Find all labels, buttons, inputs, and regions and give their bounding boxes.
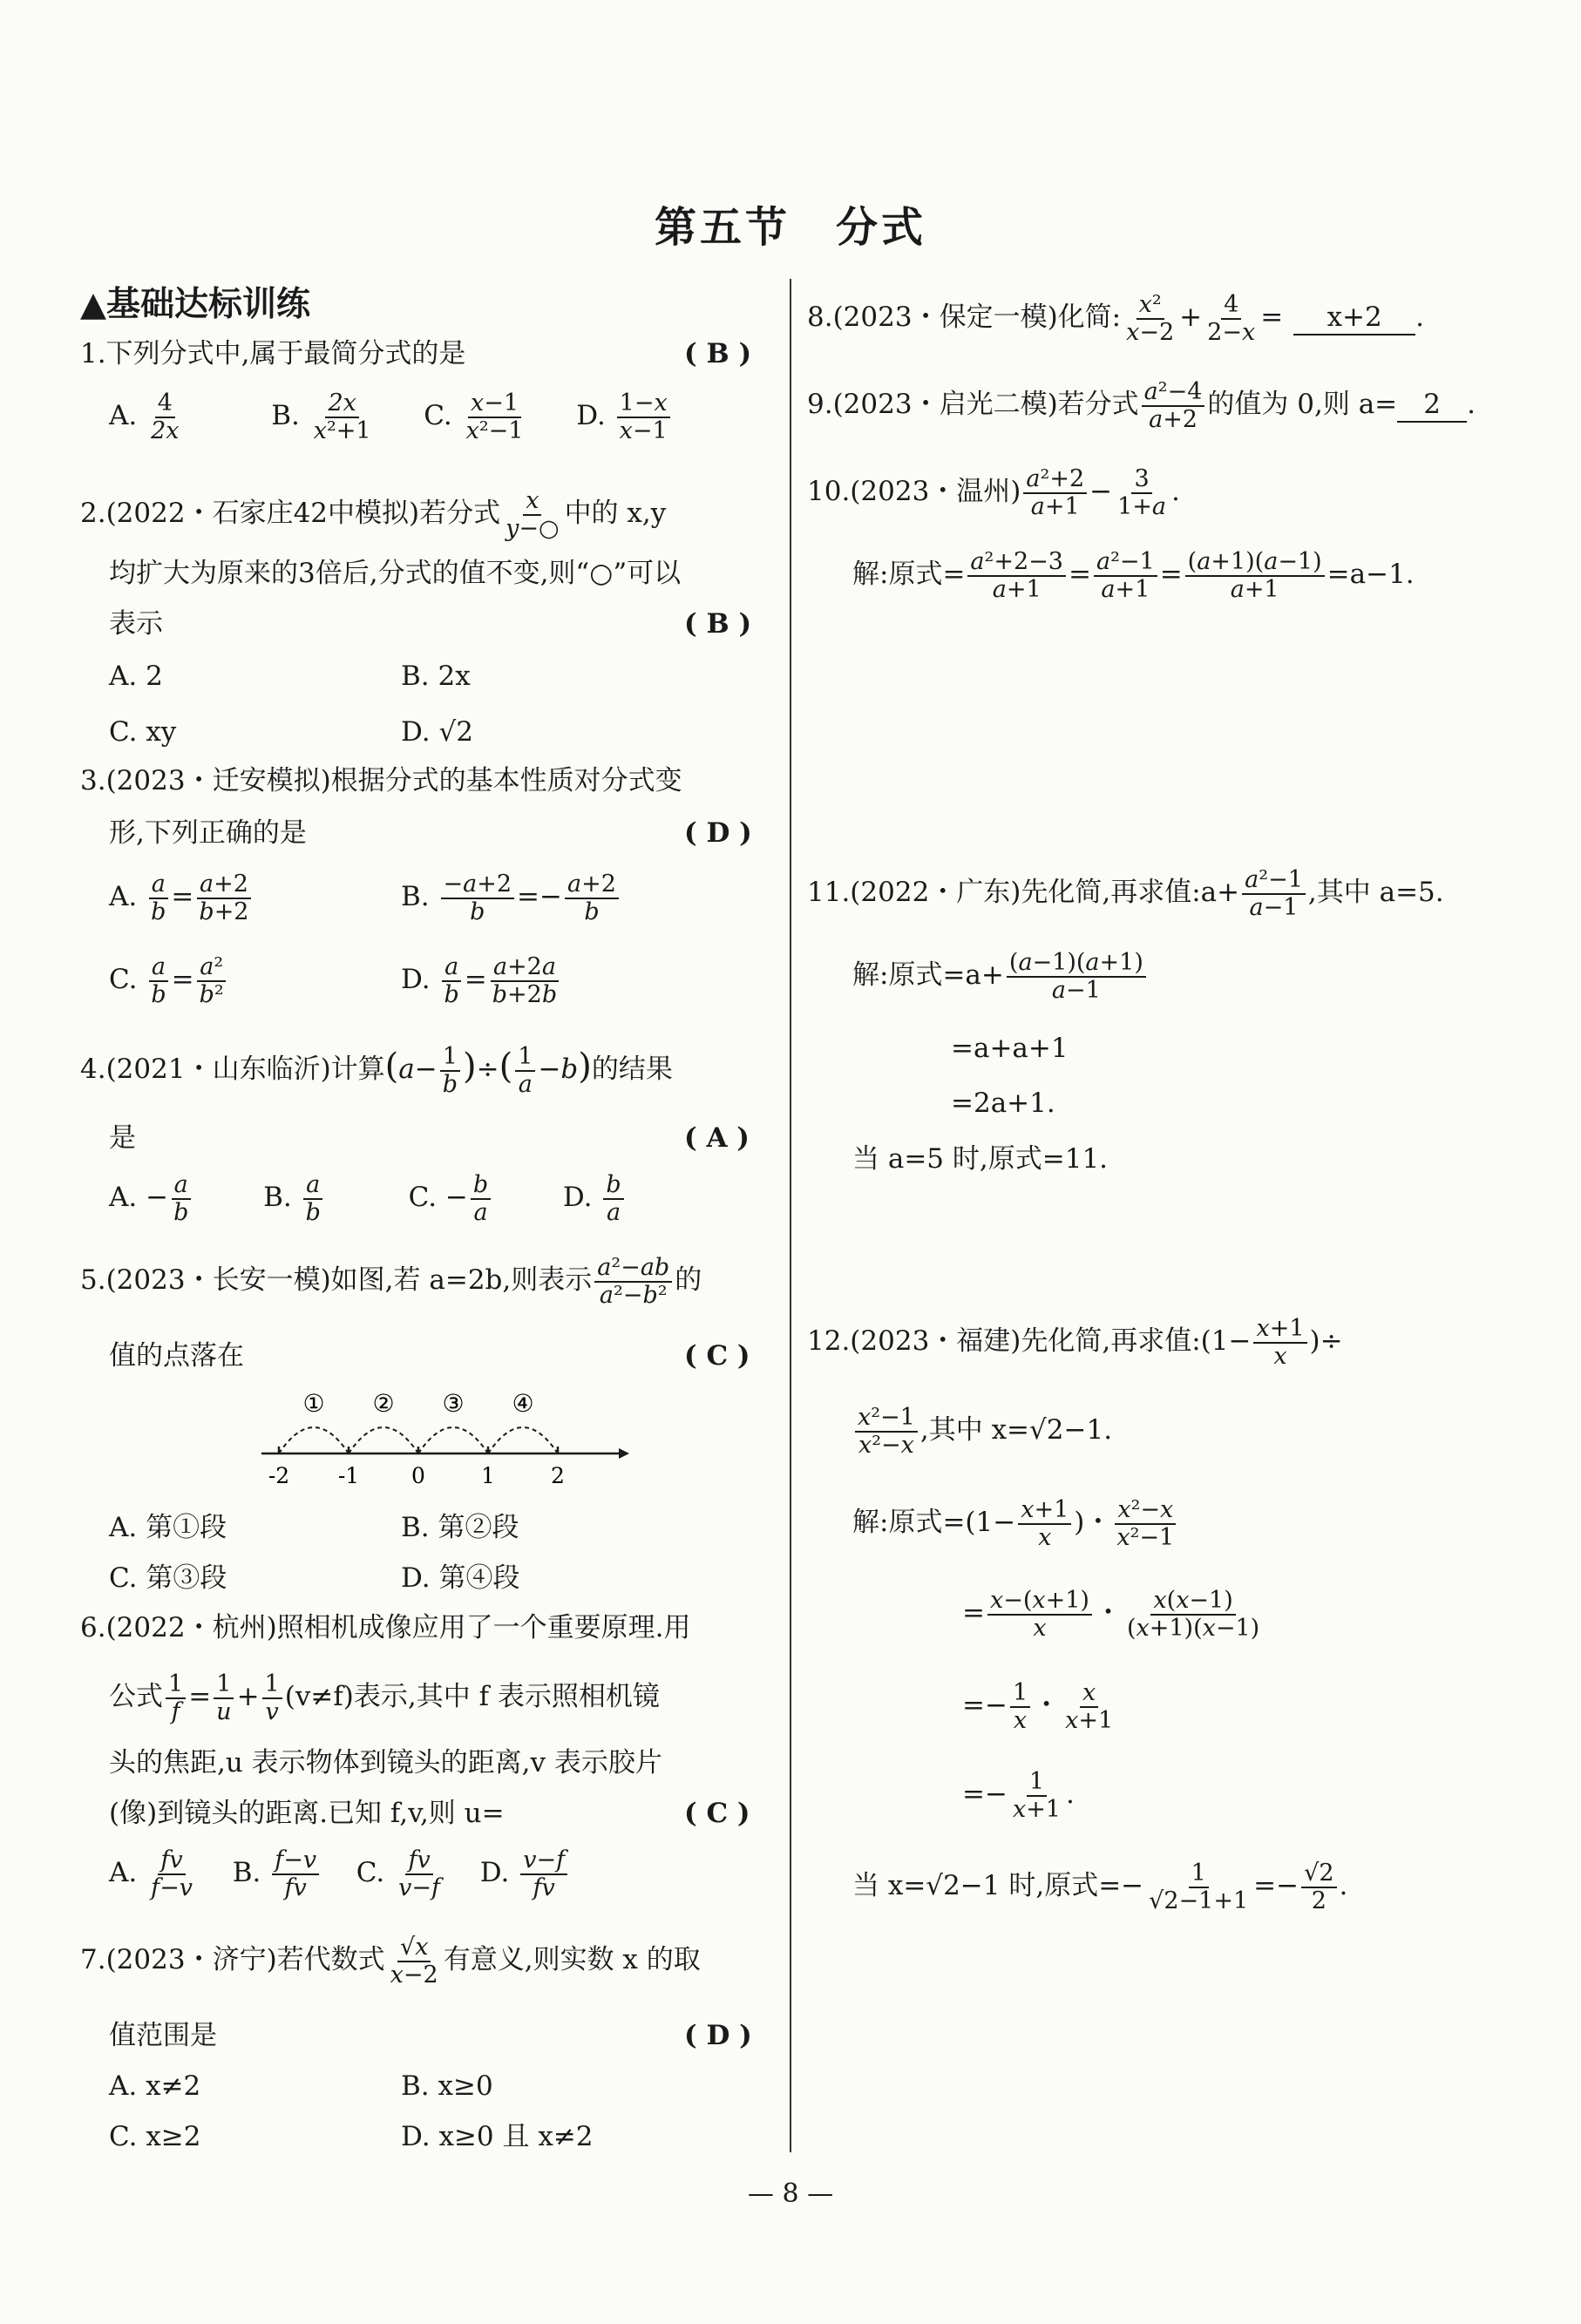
q11-sol-prefix: 解:原式=a+ — [852, 959, 1004, 992]
q11-stem: 11.(2022・广东)先化简,再求值:a+ $\frac{\text{a²−1}}{a-1}$ ,其中 a=5. — [807, 866, 1444, 921]
tick-label: -2 — [268, 1463, 290, 1488]
q12-s5-mid: =− — [1253, 1870, 1299, 1902]
q2-stem-b: 中的 x,y — [564, 498, 667, 530]
segment-label: ② — [372, 1389, 395, 1418]
segment-label: ③ — [442, 1389, 465, 1418]
q2-answer: ( B ) — [684, 608, 752, 640]
q5-stem-end: 的 — [675, 1264, 702, 1297]
q5-line2: 值的点落在 — [109, 1340, 244, 1372]
q1-options: A. $\frac{4}{2x}$ B. $\frac{2x}{\text{x²+1}}$ C. $\frac{x-1}{\text{x²−1}}$ D. $\frac{1-x}{x-1}$ — [109, 390, 673, 444]
q10-sol-prefix: 解:原式= — [852, 559, 966, 591]
q5-answer: ( C ) — [684, 1340, 750, 1372]
segment-arc — [488, 1427, 558, 1453]
tick-label: 2 — [551, 1463, 565, 1488]
section-heading: ▲基础达标训练 — [80, 285, 310, 324]
q12-sol-line4: =− $\frac{1}{x+1}$ . — [962, 1768, 1075, 1823]
q6-line1: 6.(2022・杭州)照相机成像应用了一个重要原理.用 — [80, 1612, 691, 1643]
q7-option-a: A. x≠2 — [109, 2070, 201, 2102]
q12-stem-text: 12.(2023・福建)先化简,再求值:(1− — [807, 1325, 1252, 1358]
q6-line3: 头的焦距,u 表示物体到镜头的距离,v 表示胶片 — [109, 1747, 662, 1779]
tick-label: -1 — [337, 1463, 360, 1488]
q12-sol-line3: =− $\frac{1}{x}$ ・ $\frac{x}{x+1}$ — [962, 1679, 1114, 1734]
q2-option-b: B. 2x — [401, 661, 471, 692]
q12-s3-mid: ・ — [1033, 1690, 1061, 1722]
tick-label: 0 — [411, 1463, 425, 1488]
q6-answer: ( C ) — [684, 1798, 750, 1829]
q12-sol-mid: )・ — [1074, 1507, 1112, 1539]
q7-option-c: C. x≥2 — [109, 2121, 201, 2152]
q7-stem: 7.(2023・济宁)若代数式 $\frac{√x}{x-2}$ 有意义,则实数 x 的取 — [80, 1934, 701, 1989]
q12-s2-mid: ・ — [1094, 1597, 1122, 1630]
segment-arc — [349, 1427, 418, 1453]
q3-option-b: B. $\frac{-a+2}{b}$ =− $\frac{a+2}{b}$ — [401, 871, 621, 925]
q12-line2-end: ,其中 x=√2−1. — [919, 1414, 1113, 1447]
q4-stem-end: 的结果 — [591, 1054, 673, 1086]
q12-sol-line5: 当 x=√2−1 时,原式=− $\frac{1}{√2-1+1}$ =− $\frac{√2}{2}$ . — [852, 1860, 1348, 1914]
q3-line1: 3.(2023・迁安模拟)根据分式的基本性质对分式变 — [80, 765, 682, 796]
q10-solution: 解:原式= $\frac{\text{a²+2−3}}{a+1}$ = $\frac{\text{a²−1}}{a+1}$ = $\frac{(a+1)(a-1)}{a+1}$ =a−1. — [852, 548, 1415, 603]
q8-stem: 8.(2023・保定一模)化简: $\frac{\text{x²}}{x-2}$ + $\frac{4}{2-x}$ = x+2 . — [807, 291, 1425, 346]
q4-answer: ( A ) — [684, 1122, 750, 1154]
q11-sol-line1: 解:原式=a+ $\frac{(a-1)(a+1)}{a-1}$ — [852, 950, 1149, 1003]
right-column — [790, 0, 1581, 2324]
q6-line4: (像)到镜头的距离.已知 f,v,则 u= — [109, 1798, 505, 1829]
number-line-figure — [253, 1386, 636, 1490]
q12-s5: 当 x=√2−1 时,原式=− — [852, 1870, 1144, 1902]
q5-option-d: D. 第④段 — [401, 1562, 520, 1594]
q12-s3: =− — [962, 1690, 1008, 1722]
q4-stem-text: 4.(2021・山东临沂)计算 — [80, 1054, 385, 1086]
q12-line2: $\frac{\text{x²−1}}{\text{x²−x}}$ ,其中 x=√2−1. — [852, 1405, 1112, 1458]
q6-line2: 公式 $\frac{1}{f}$ = $\frac{1}{u}$ + $\frac{1}{v}$ (v≠f)表示,其中 f 表示照相机镜 — [109, 1670, 660, 1725]
q12-sol-prefix: 解:原式=(1− — [852, 1507, 1016, 1539]
q12-stem: 12.(2023・福建)先化简,再求值:(1− $\frac{x+1}{x}$ )÷ — [807, 1315, 1343, 1370]
q5-option-a: A. 第①段 — [109, 1512, 227, 1543]
segment-arc — [279, 1427, 349, 1453]
page-number: — 8 — — [747, 2178, 834, 2209]
q6-line2-b: (v≠f)表示,其中 f 表示照相机镜 — [284, 1681, 660, 1713]
segment-label: ④ — [512, 1389, 534, 1418]
q11-sol-line2: =a+a+1 — [951, 1033, 1069, 1064]
q9-stem-text: 9.(2023・启光二模)若分式 — [807, 389, 1139, 421]
q12-stem-end: )÷ — [1309, 1325, 1343, 1358]
segment-label: ① — [302, 1389, 325, 1418]
q5-option-b: B. 第②段 — [401, 1512, 519, 1543]
segment-arc — [418, 1427, 488, 1453]
q7-stem-text: 7.(2023・济宁)若代数式 — [80, 1944, 385, 1976]
q7-line2: 值范围是 — [109, 2020, 217, 2051]
q7-answer: ( D ) — [684, 2020, 752, 2051]
q3-line2: 形,下列正确的是 — [109, 817, 307, 849]
q3-option-a: A. $\frac{a}{b}$ = $\frac{a+2}{b+2}$ — [109, 871, 254, 925]
q5-option-c: C. 第③段 — [109, 1562, 227, 1594]
q2-line3: 表示 — [109, 608, 163, 640]
q1-stem: 1.下列分式中,属于最简分式的是 — [80, 338, 466, 369]
q2-line2: 均扩大为原来的3倍后,分式的值不变,则“○”可以 — [109, 558, 682, 589]
q2-option-a: A. 2 — [109, 661, 163, 692]
q10-stem-text: 10.(2023・温州) — [807, 476, 1021, 508]
q2-stem: 2.(2022・石家庄42中模拟)若分式 $\frac{x}{y-○}$ 中的 x,y — [80, 487, 667, 542]
q1-answer: ( B ) — [684, 338, 752, 369]
q2-stem-a: 2.(2022・石家庄42中模拟)若分式 — [80, 498, 501, 530]
q2-option-d: D. √2 — [401, 716, 473, 748]
q4-stem: 4.(2021・山东临沂)计算(a− $\frac{1}{b}$ )÷( $\frac{1}{a}$ −b)的结果 — [80, 1043, 673, 1098]
q6-line2-a: 公式 — [109, 1681, 163, 1713]
q9-answer-blank: 2 — [1397, 389, 1467, 423]
q11-stem-end: ,其中 a=5. — [1307, 877, 1444, 909]
q3-answer: ( D ) — [684, 817, 752, 849]
q5-stem: 5.(2023・长安一模)如图,若 a=2b,则表示 $\frac{\text{a²−ab}}{\text{a²−b²}}$ 的 — [80, 1254, 702, 1309]
left-column — [0, 0, 790, 2324]
q9-stem: 9.(2023・启光二模)若分式 $\frac{\text{a²−4}}{a+2}$ 的值为 0,则 a= 2 . — [807, 378, 1476, 433]
q2-option-c: C. xy — [109, 716, 177, 748]
q6-options: A. $\frac{fv}{f-v}$ B. $\frac{f-v}{fv}$ C. $\frac{fv}{v-f}$ D. $\frac{v-f}{fv}$ — [109, 1847, 570, 1901]
q11-sol-line4: 当 a=5 时,原式=11. — [852, 1143, 1109, 1175]
q7-option-d: D. x≥0 且 x≠2 — [401, 2121, 594, 2152]
q4-line2: 是 — [109, 1122, 136, 1154]
q4-options: A. − $\frac{a}{b}$ B. $\frac{a}{b}$ C. − $\frac{b}{a}$ D. $\frac{b}{a}$ — [109, 1172, 627, 1225]
q10-sol-end: =a−1. — [1327, 559, 1415, 591]
q12-s4: =− — [962, 1779, 1008, 1811]
q7-option-b: B. x≥0 — [401, 2070, 493, 2102]
q8-answer-blank: x+2 — [1293, 302, 1415, 335]
number-line-arrow — [619, 1448, 629, 1459]
q7-stem-end: 有意义,则实数 x 的取 — [443, 1944, 701, 1976]
tick-label: 1 — [481, 1463, 495, 1488]
q5-stem-text: 5.(2023・长安一模)如图,若 a=2b,则表示 — [80, 1264, 593, 1297]
q9-stem-end: 的值为 0,则 a= — [1207, 389, 1398, 421]
page-title: 第五节 分式 — [654, 203, 926, 252]
q10-stem: 10.(2023・温州) $\frac{\text{a²+2}}{a+1}$ − $\frac{3}{1+a}$ . — [807, 465, 1180, 520]
q8-stem-text: 8.(2023・保定一模)化简: — [807, 302, 1122, 334]
q12-sol-line2: = $\frac{x-(x+1)}{x}$ ・ $\frac{x(x-1)}{(x+1)(x-1)}$ — [962, 1587, 1260, 1642]
q11-sol-line3: =2a+1. — [951, 1087, 1055, 1119]
q11-stem-text: 11.(2022・广东)先化简,再求值:a+ — [807, 877, 1240, 909]
q3-option-c: C. $\frac{a}{b}$ = $\frac{\text{a²}}{\text{b²}}$ — [109, 954, 229, 1007]
q12-sol-line1: 解:原式=(1− $\frac{x+1}{x}$ )・ $\frac{\text{x²−x}}{\text{x²−1}}$ — [852, 1497, 1179, 1550]
q3-option-d: D. $\frac{a}{b}$ = $\frac{a+2a}{b+2b}$ — [401, 953, 558, 1008]
